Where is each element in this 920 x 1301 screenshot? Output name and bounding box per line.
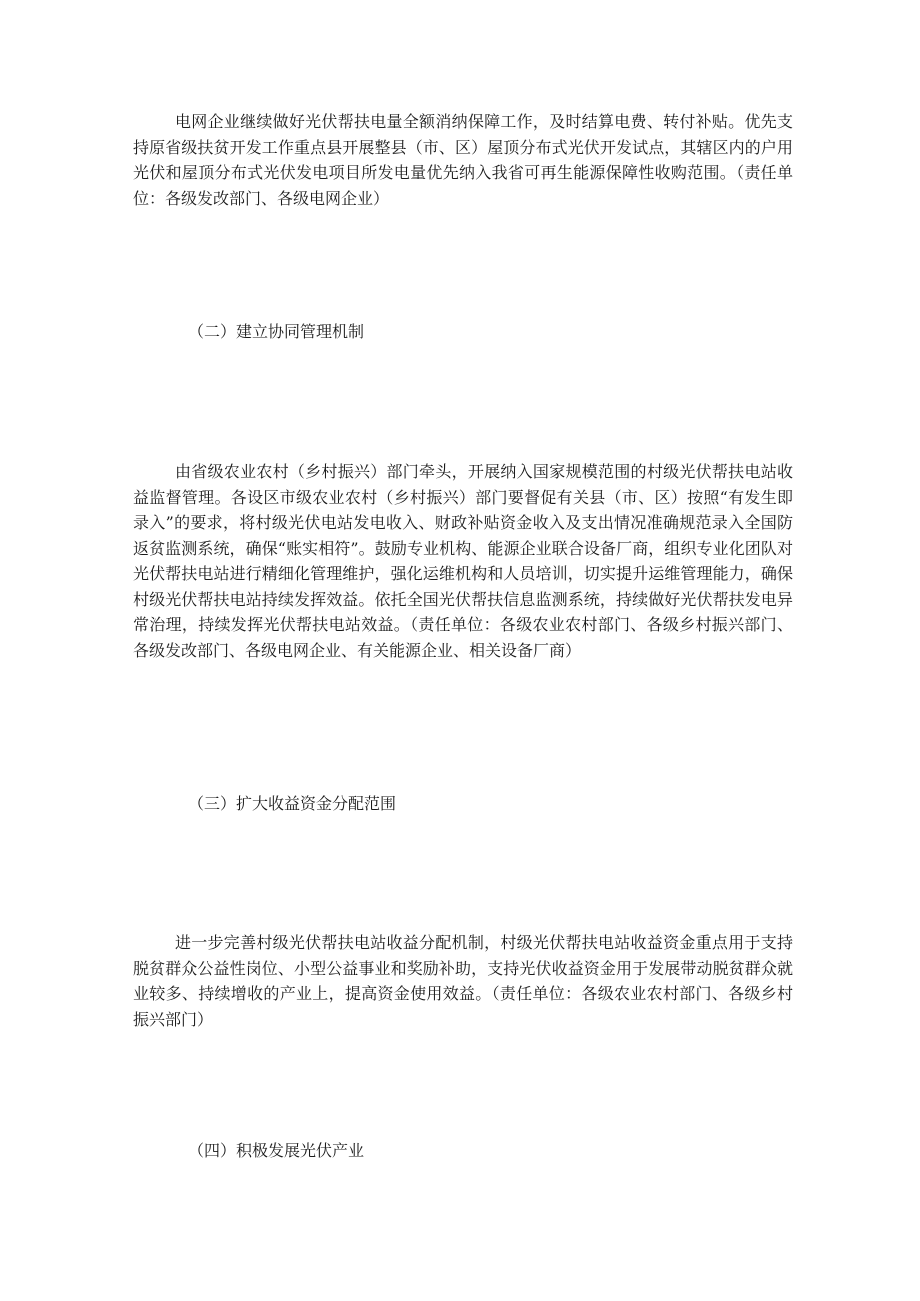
- section-heading-pv-industry: （四）积极发展光伏产业: [188, 1141, 365, 1160]
- paragraph-coordination-mechanism: 由省级农业农村（乡村振兴）部门牵头，开展纳入国家规模范围的村级光伏帮扶电站收益监督管理。各设区市级农业农村（乡村振兴）部门要督促有关县（市、区）按照“有发生即录入”的要求，将村级光伏电站发电收入、财政补贴资金收入及支出情况准确规范录入全国防返贫监测系统，确保“账实相符”。鼓励专业机构、能源企业联合设备厂商，组织专业化团队对光伏帮扶电站进行精细化管理维护，强化运维机构和人员培训，切实提升运维管理能力，确保村级光伏帮扶电站持续发挥效益。依托全国光伏帮扶信息监测系统，持续做好光伏帮扶发电异常治理，持续发挥光伏帮扶电站效益。（责任单位：各级农业农村部门、各级乡村振兴部门、各级发改部门、各级电网企业、有关能源企业、相关设备厂商）: [133, 462, 793, 660]
- paragraph-grid-consumption: 电网企业继续做好光伏帮扶电量全额消纳保障工作，及时结算电费、转付补贴。优先支持原省级扶贫开发工作重点县开展整县（市、区）屋顶分布式光伏开发试点，其辖区内的户用光伏和屋顶分布式光伏发电项目所发电量优先纳入我省可再生能源保障性收购范围。（责任单位：各级发改部门、各级电网企业）: [133, 112, 793, 208]
- section-heading-coordination: （二）建立协同管理机制: [188, 322, 365, 341]
- section-heading-revenue-distribution: （三）扩大收益资金分配范围: [188, 794, 397, 813]
- paragraph-revenue-distribution: 进一步完善村级光伏帮扶电站收益分配机制，村级光伏帮扶电站收益资金重点用于支持脱贫群众公益性岗位、小型公益事业和奖励补助，支持光伏收益资金用于发展带动脱贫群众就业较多、持续增收的产业上，提高资金使用效益。（责任单位：各级农业农村部门、各级乡村振兴部门）: [133, 933, 793, 1029]
